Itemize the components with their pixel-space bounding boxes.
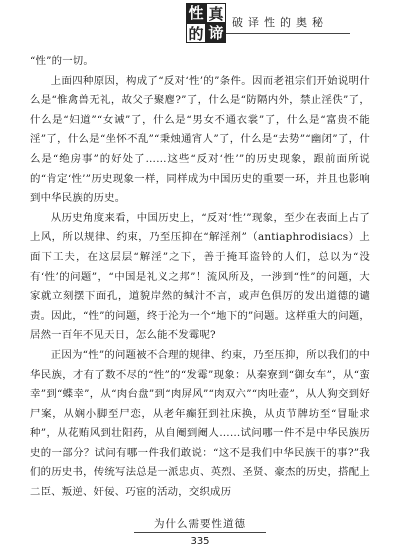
logo-char-2: 真	[206, 3, 226, 23]
logo-char-3: 的	[186, 23, 206, 43]
book-title: 为什么需要性道德	[154, 518, 246, 530]
page-number: 335	[190, 536, 210, 547]
paragraph-1: “性”的一切。	[30, 55, 94, 67]
series-logo	[186, 3, 226, 43]
page-footer	[0, 514, 400, 560]
logo-char-4: 谛	[206, 23, 226, 43]
body-text	[30, 52, 370, 503]
page-header	[0, 0, 400, 44]
footer-divider	[134, 532, 266, 533]
paragraph-4: 正因为“性”的问题被不合理的规律、约束，乃至压抑，所以我们的中华民族，才有了数不尽的“性”的“发霉”现象：从秦寮到“御女车”，从“蛮幸”到“蝶幸”，从“肉台盘”到“肉屏风”“肉双六”“肉吐壶”，从人狗交到好尸案，从娴小脚至尸恋，从老年癫狂到社床换，从贞节牌坊至“冒耻求种”，从花贿风到壮阳药，从自阉到阉人……试问哪一件不是中华民族历史的一部分？试问有哪一件我们敢说：“这不是我们中华民族干的事?”我们的历史书，传统写法总是一派忠贞、英烈、圣贤、豪杰的历史，搭配上二臣、叛逆、奸佞、巧宦的活动，交织成历	[30, 348, 370, 499]
running-title: 破译性的奥秘	[232, 16, 328, 29]
paragraph-3: 从历史角度来看，中国历史上，“反对‘性’”现象，至少在表面上占了上风，所以规律、约束，乃至压抑在“解淫剂”（antiaphrodisiacs）上面下工夫，在这层层“解淫”之下，善于掩耳盗铃的人们，总以为“没有‘性’的问题”，“中国是礼义之邦”！流风所及，一涉到“性”的问题，大家就立刻摆下面孔，道貌岸然的缄汁不言，或声色俱厉的发出道德的谴责。因此，“性”的问题，终于沦为一个“地下的”问题。这样重大的问题，居然一百年不见天日，怎么能不发霉呢?	[30, 211, 370, 342]
paragraph-2: 上面四种原因，构成了“反对‘性’的”条件。因而老祖宗们开始说明什么是“惟禽兽无礼，故父子聚麀?”了，什么是“防隔内外，禁止淫佚”了，什么是“妇道”“女诫”了，什么是“男女不通衣裳”了，什么是“富贵不能淫”了，什么是“坐怀不乱”“秉烛通宵人”了，什么是“去势”“幽闭”了，什么是“绝房事”的好处了……这些“反对‘性’”的历史现象，跟前面所说的“肯定‘性’”历史现象一样，同样成为中国历史的重要一环，并且也影响到中华民族的历史。	[30, 74, 370, 205]
header-divider	[226, 33, 350, 34]
logo-char-1: 性	[186, 3, 206, 23]
